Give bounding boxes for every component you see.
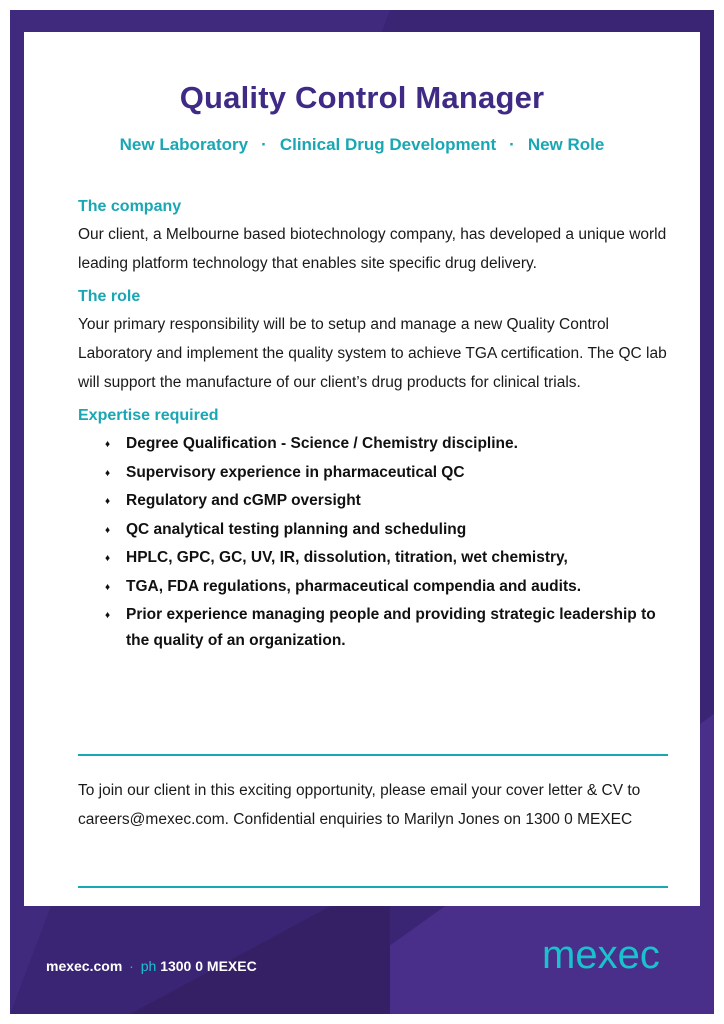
list-item: ♦ TGA, FDA regulations, pharmaceutical compendia and audits. <box>78 574 668 600</box>
page-title: Quality Control Manager <box>179 80 545 115</box>
mexec-logo <box>540 926 680 982</box>
list-item: ♦ Prior experience managing people and providing strategic leadership to the quality of an organization. <box>78 602 668 654</box>
company-text: Our client, a Melbourne based biotechnology company, has developed a unique world leading platform technology that enables site specific drug delivery. <box>78 226 667 272</box>
role-heading: The role <box>78 288 141 305</box>
tag-new-laboratory: New Laboratory <box>119 135 249 154</box>
page-frame <box>10 10 714 1014</box>
expertise-heading: Expertise required <box>78 407 219 424</box>
contact-text: To join our client in this exciting opportunity, please email your cover letter & CV to careers@mexec.com. Confidential enquiries to Marilyn Jones on 1300 0 MEXEC <box>78 782 641 828</box>
diamond-bullet-icon: ♦ <box>105 553 111 564</box>
list-item: ♦ Regulatory and cGMP oversight <box>78 488 668 514</box>
expertise-list <box>78 431 668 654</box>
diamond-bullet-icon: ♦ <box>105 467 111 479</box>
diamond-bullet-icon: ♦ <box>105 581 111 593</box>
website-link[interactable]: mexec.com <box>46 958 123 974</box>
footer-separator: · <box>129 958 134 974</box>
diamond-bullet-icon: ♦ <box>105 496 111 507</box>
diamond-bullet-icon: ♦ <box>105 524 111 536</box>
logo-wordmark: mexec <box>542 933 660 977</box>
footer-contact <box>46 958 257 974</box>
role-text: Your primary responsibility will be to setup and manage a new Quality Control Laboratory and implement the quality system to achieve TGA certification. The QC lab will support the manufacture of our client’s drug products for clinical trials. <box>78 316 667 391</box>
diamond-bullet-icon: ♦ <box>105 610 111 621</box>
divider <box>78 754 668 756</box>
phone-number: 1300 0 MEXEC <box>160 958 257 974</box>
tag-new-role: New Role <box>527 135 605 154</box>
diamond-bullet-icon: ♦ <box>105 439 111 450</box>
company-heading: The company <box>78 198 182 215</box>
list-item: ♦ QC analytical testing planning and scheduling <box>78 517 668 543</box>
phone-label: ph <box>140 958 157 974</box>
content-panel <box>24 32 700 906</box>
job-tags <box>24 135 700 155</box>
tag-separator: · <box>261 135 267 154</box>
list-item: ♦ HPLC, GPC, GC, UV, IR, dissolution, titration, wet chemistry, <box>78 545 668 571</box>
tag-clinical-drug-development: Clinical Drug Development <box>279 135 497 154</box>
list-item: ♦ Supervisory experience in pharmaceutical QC <box>78 460 668 486</box>
job-description <box>78 194 668 657</box>
divider <box>78 886 668 888</box>
tag-separator: · <box>509 135 515 154</box>
list-item: ♦ Degree Qualification - Science / Chemistry discipline. <box>78 431 668 457</box>
